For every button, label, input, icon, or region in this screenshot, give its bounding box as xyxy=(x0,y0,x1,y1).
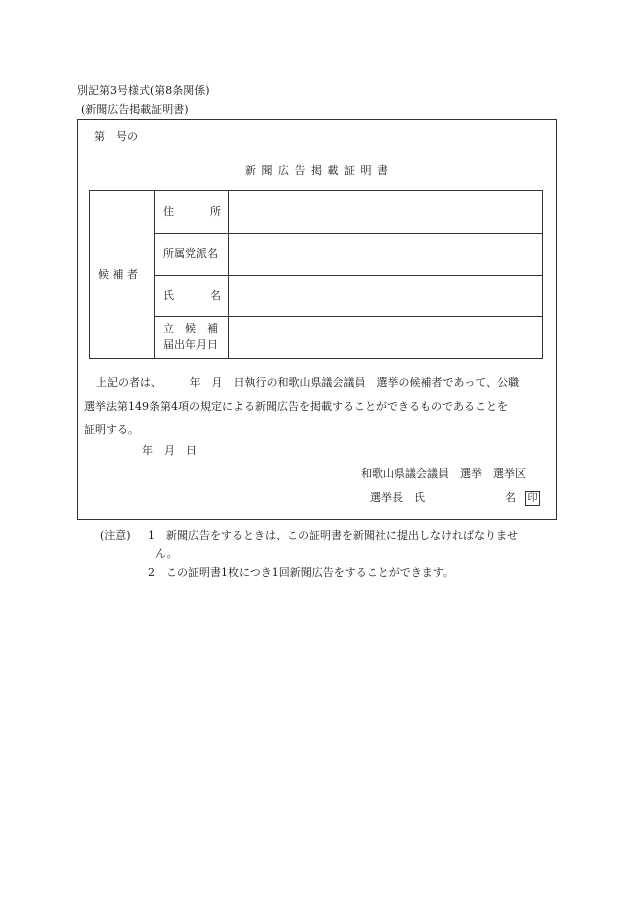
field-name-label-b: 名 xyxy=(210,289,221,302)
official-name-suffix: 名 xyxy=(505,491,516,504)
field-filing-date-label-line2: 届出年月日 xyxy=(163,338,218,351)
note-2-text: この証明書1枚につき1回新聞広告をすることができます。 xyxy=(166,566,454,579)
certificate-title: 新 聞 広 告 掲 載 証 明 書 xyxy=(245,164,389,177)
document-number-line: 第 号の xyxy=(94,130,138,143)
body-text-line2: 選挙法第149条第4項の規定による新聞広告を掲載することができるものであることを xyxy=(84,400,508,413)
field-address-label xyxy=(163,205,221,219)
form-subtitle: (新聞広告掲載証明書) xyxy=(81,103,189,116)
note-1-text-line1: 新聞広告をするときは、この証明書を新聞社に提出しなければなりませ xyxy=(166,529,518,542)
body-text-line1: 上記の者は、 年 月 日執行の和歌山県議会議員 選挙の候補者であって、公職 xyxy=(96,376,520,389)
field-address-label-a: 住 xyxy=(163,205,174,218)
field-party-label: 所属党派名 xyxy=(163,247,218,260)
issuer-line: 和歌山県議会議員 選挙 選挙区 xyxy=(361,467,526,480)
field-filing-date-label-line1: 立 候 補 xyxy=(163,322,218,335)
field-name-label-a: 氏 xyxy=(163,289,174,302)
field-address-label-b: 所 xyxy=(210,205,221,218)
note-1-text-line2: ん。 xyxy=(155,547,178,560)
form-number: 別記第3号様式(第8条関係) xyxy=(77,84,210,97)
note-1-number: 1 xyxy=(148,529,155,542)
candidate-table xyxy=(89,190,543,359)
official-label: 選挙長 氏 xyxy=(370,491,425,504)
field-name-label xyxy=(163,289,221,303)
candidate-label: 候 補 者 xyxy=(98,268,138,281)
certification-date: 年 月 日 xyxy=(142,444,197,457)
note-2-number: 2 xyxy=(148,566,155,579)
seal-stamp-box: 印 xyxy=(525,491,540,506)
notes-label: (注意) xyxy=(100,529,131,542)
body-text-line3: 証明する。 xyxy=(84,423,139,436)
